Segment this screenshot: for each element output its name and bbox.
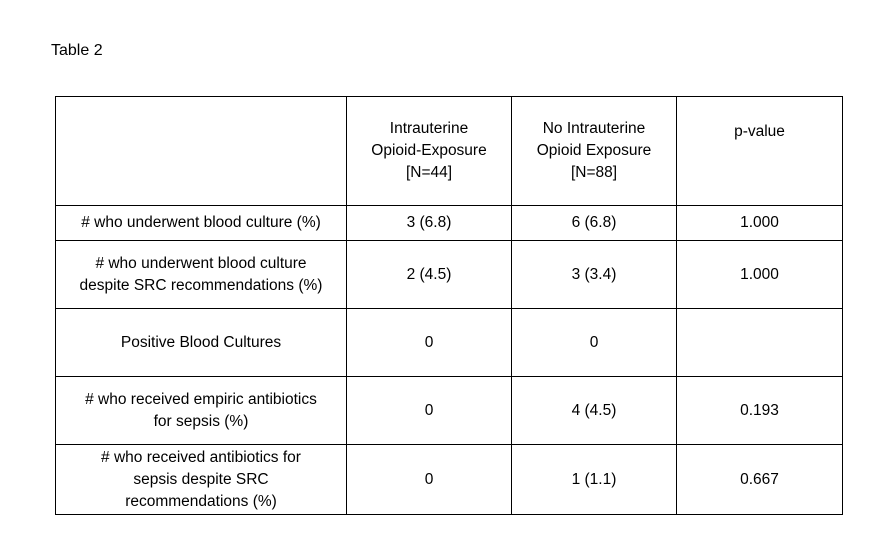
cell-unexposed: 4 (4.5)	[512, 377, 677, 445]
header-cell-exposed: Intrauterine Opioid-Exposure [N=44]	[347, 97, 512, 206]
row-label: # who underwent blood culture despite SRC recommendations (%)	[56, 241, 347, 309]
row-label: # who received empiric antibiotics for sepsis (%)	[56, 377, 347, 445]
header-cell-empty	[56, 97, 347, 206]
cell-exposed: 2 (4.5)	[347, 241, 512, 309]
cell-pvalue: 0.667	[677, 445, 843, 515]
cell-pvalue: 1.000	[677, 206, 843, 241]
table-row	[56, 309, 843, 377]
table-caption: Table 2	[51, 42, 103, 59]
cell-pvalue	[677, 309, 843, 377]
header-cell-unexposed: No Intrauterine Opioid Exposure [N=88]	[512, 97, 677, 206]
header-row	[56, 97, 843, 206]
cell-unexposed: 6 (6.8)	[512, 206, 677, 241]
cell-pvalue: 0.193	[677, 377, 843, 445]
cell-unexposed: 1 (1.1)	[512, 445, 677, 515]
table-row	[56, 377, 843, 445]
header-cell-pvalue: p-value	[677, 97, 843, 206]
table-row	[56, 445, 843, 515]
row-label: # who underwent blood culture (%)	[56, 206, 347, 241]
row-label: # who received antibiotics for sepsis despite SRC recommendations (%)	[56, 445, 347, 515]
cell-pvalue: 1.000	[677, 241, 843, 309]
cell-exposed: 0	[347, 445, 512, 515]
cell-exposed: 3 (6.8)	[347, 206, 512, 241]
row-label: Positive Blood Cultures	[56, 309, 347, 377]
cell-unexposed: 3 (3.4)	[512, 241, 677, 309]
table-row	[56, 206, 843, 241]
cell-unexposed: 0	[512, 309, 677, 377]
results-table	[55, 96, 843, 515]
cell-exposed: 0	[347, 377, 512, 445]
table-row	[56, 241, 843, 309]
cell-exposed: 0	[347, 309, 512, 377]
